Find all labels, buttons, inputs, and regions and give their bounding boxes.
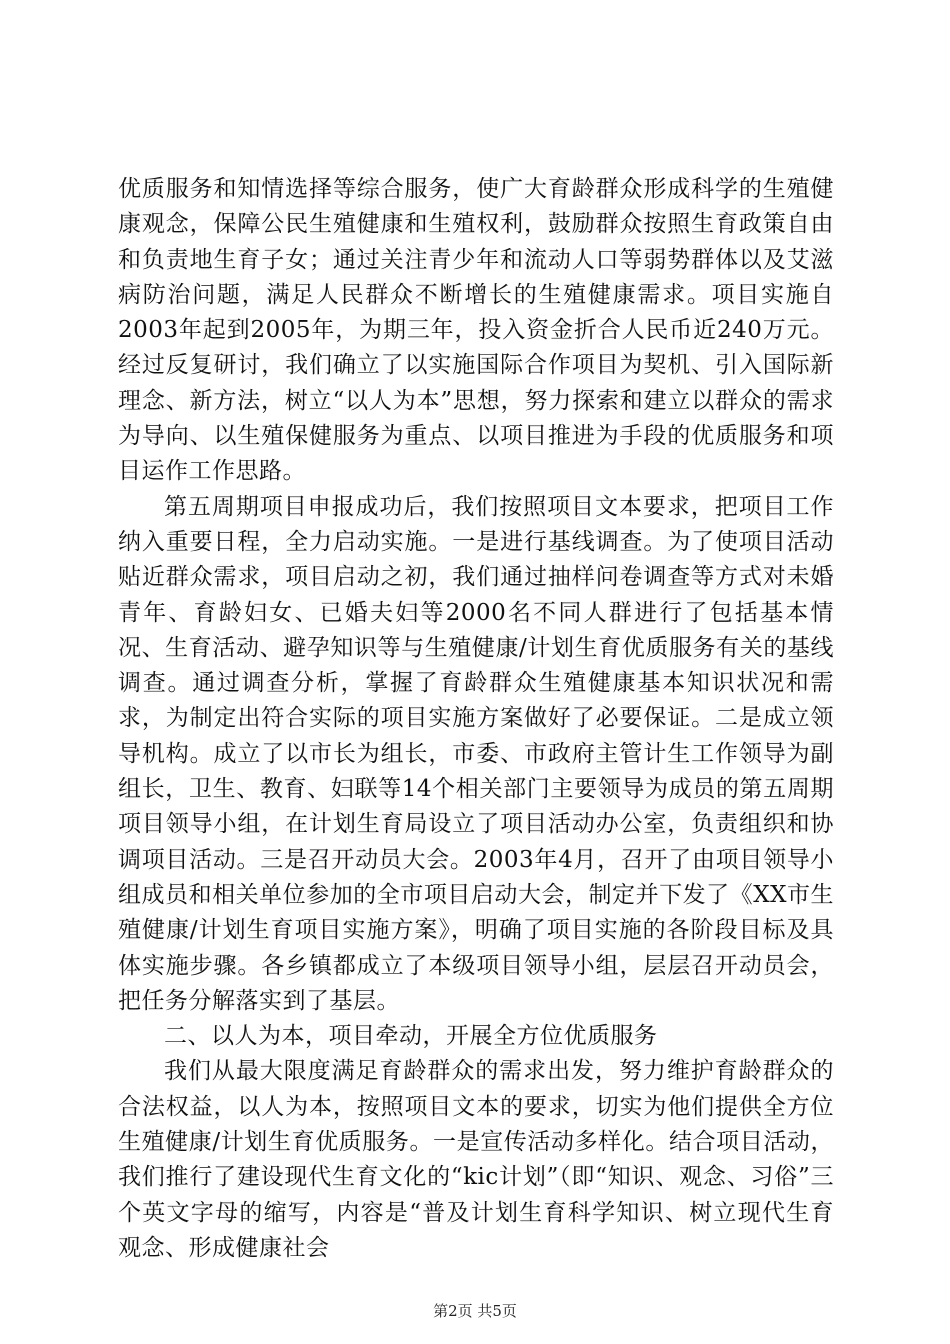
section-heading-2: 二、以人为本，项目牵动，开展全方位优质服务 xyxy=(164,1023,658,1050)
paragraph-continuation: 优质服务和知情选择等综合服务，使广大育龄群众形成科学的生殖健康观念，保障公民生殖健康和生殖权利，鼓励群众按照生育政策自由和负责地生育子女；通过关注青少年和流动人口等弱势群体以及艾滋病防治问题，满足人民群众不断增长的生殖健康需求。项目实施自2003年起到2005年，为期三年，投入资金折合人民币近240万元。经过反复研讨，我们确立了以实施国际合作项目为契机、引入国际新理念、新方法，树立“以人为本”思想，努力探索和建立以群众的需求为导向、以生殖保健服务为重点、以项目推进为手段的优质服务和项目运作工作思路。 xyxy=(118,176,834,485)
document-body xyxy=(118,172,834,1266)
page-footer: 第2页 共5页 xyxy=(433,1302,517,1320)
paragraph-quality-service: 我们从最大限度满足育龄群众的需求出发，努力维护育龄群众的合法权益，以人为本，按照项目文本的要求，切实为他们提供全方位生殖健康/计划生育优质服务。一是宣传活动多样化。结合项目活动，我们推行了建设现代生育文化的“kic计划”（即“知识、观念、习俗”三个英文字母的缩写，内容是“普及计划生育科学知识、树立现代生育观念、形成健康社会 xyxy=(118,1058,834,1261)
paragraph-baseline-survey: 第五周期项目申报成功后，我们按照项目文本要求，把项目工作纳入重要日程，全力启动实施。一是进行基线调查。为了使项目活动贴近群众需求，项目启动之初，我们通过抽样问卷调查等方式对未婚青年、育龄妇女、已婚夫妇等2000名不同人群进行了包括基本情况、生育活动、避孕知识等与生殖健康/计划生育优质服务有关的基线调查。通过调查分析，掌握了育龄群众生殖健康基本知识状况和需求，为制定出符合实际的项目实施方案做好了必要保证。二是成立领导机构。成立了以市长为组长，市委、市政府主管计生工作领导为副组长，卫生、教育、妇联等14个相关部门主要领导为成员的第五周期项目领导小组，在计划生育局设立了项目活动办公室，负责组织和协调项目活动。三是召开动员大会。2003年4月，召开了由项目领导小组成员和相关单位参加的全市项目启动大会，制定并下发了《XX市生殖健康/计划生育项目实施方案》，明确了项目实施的各阶段目标及具体实施步骤。各乡镇都成立了本级项目领导小组，层层召开动员会，把任务分解落实到了基层。 xyxy=(118,493,834,1014)
